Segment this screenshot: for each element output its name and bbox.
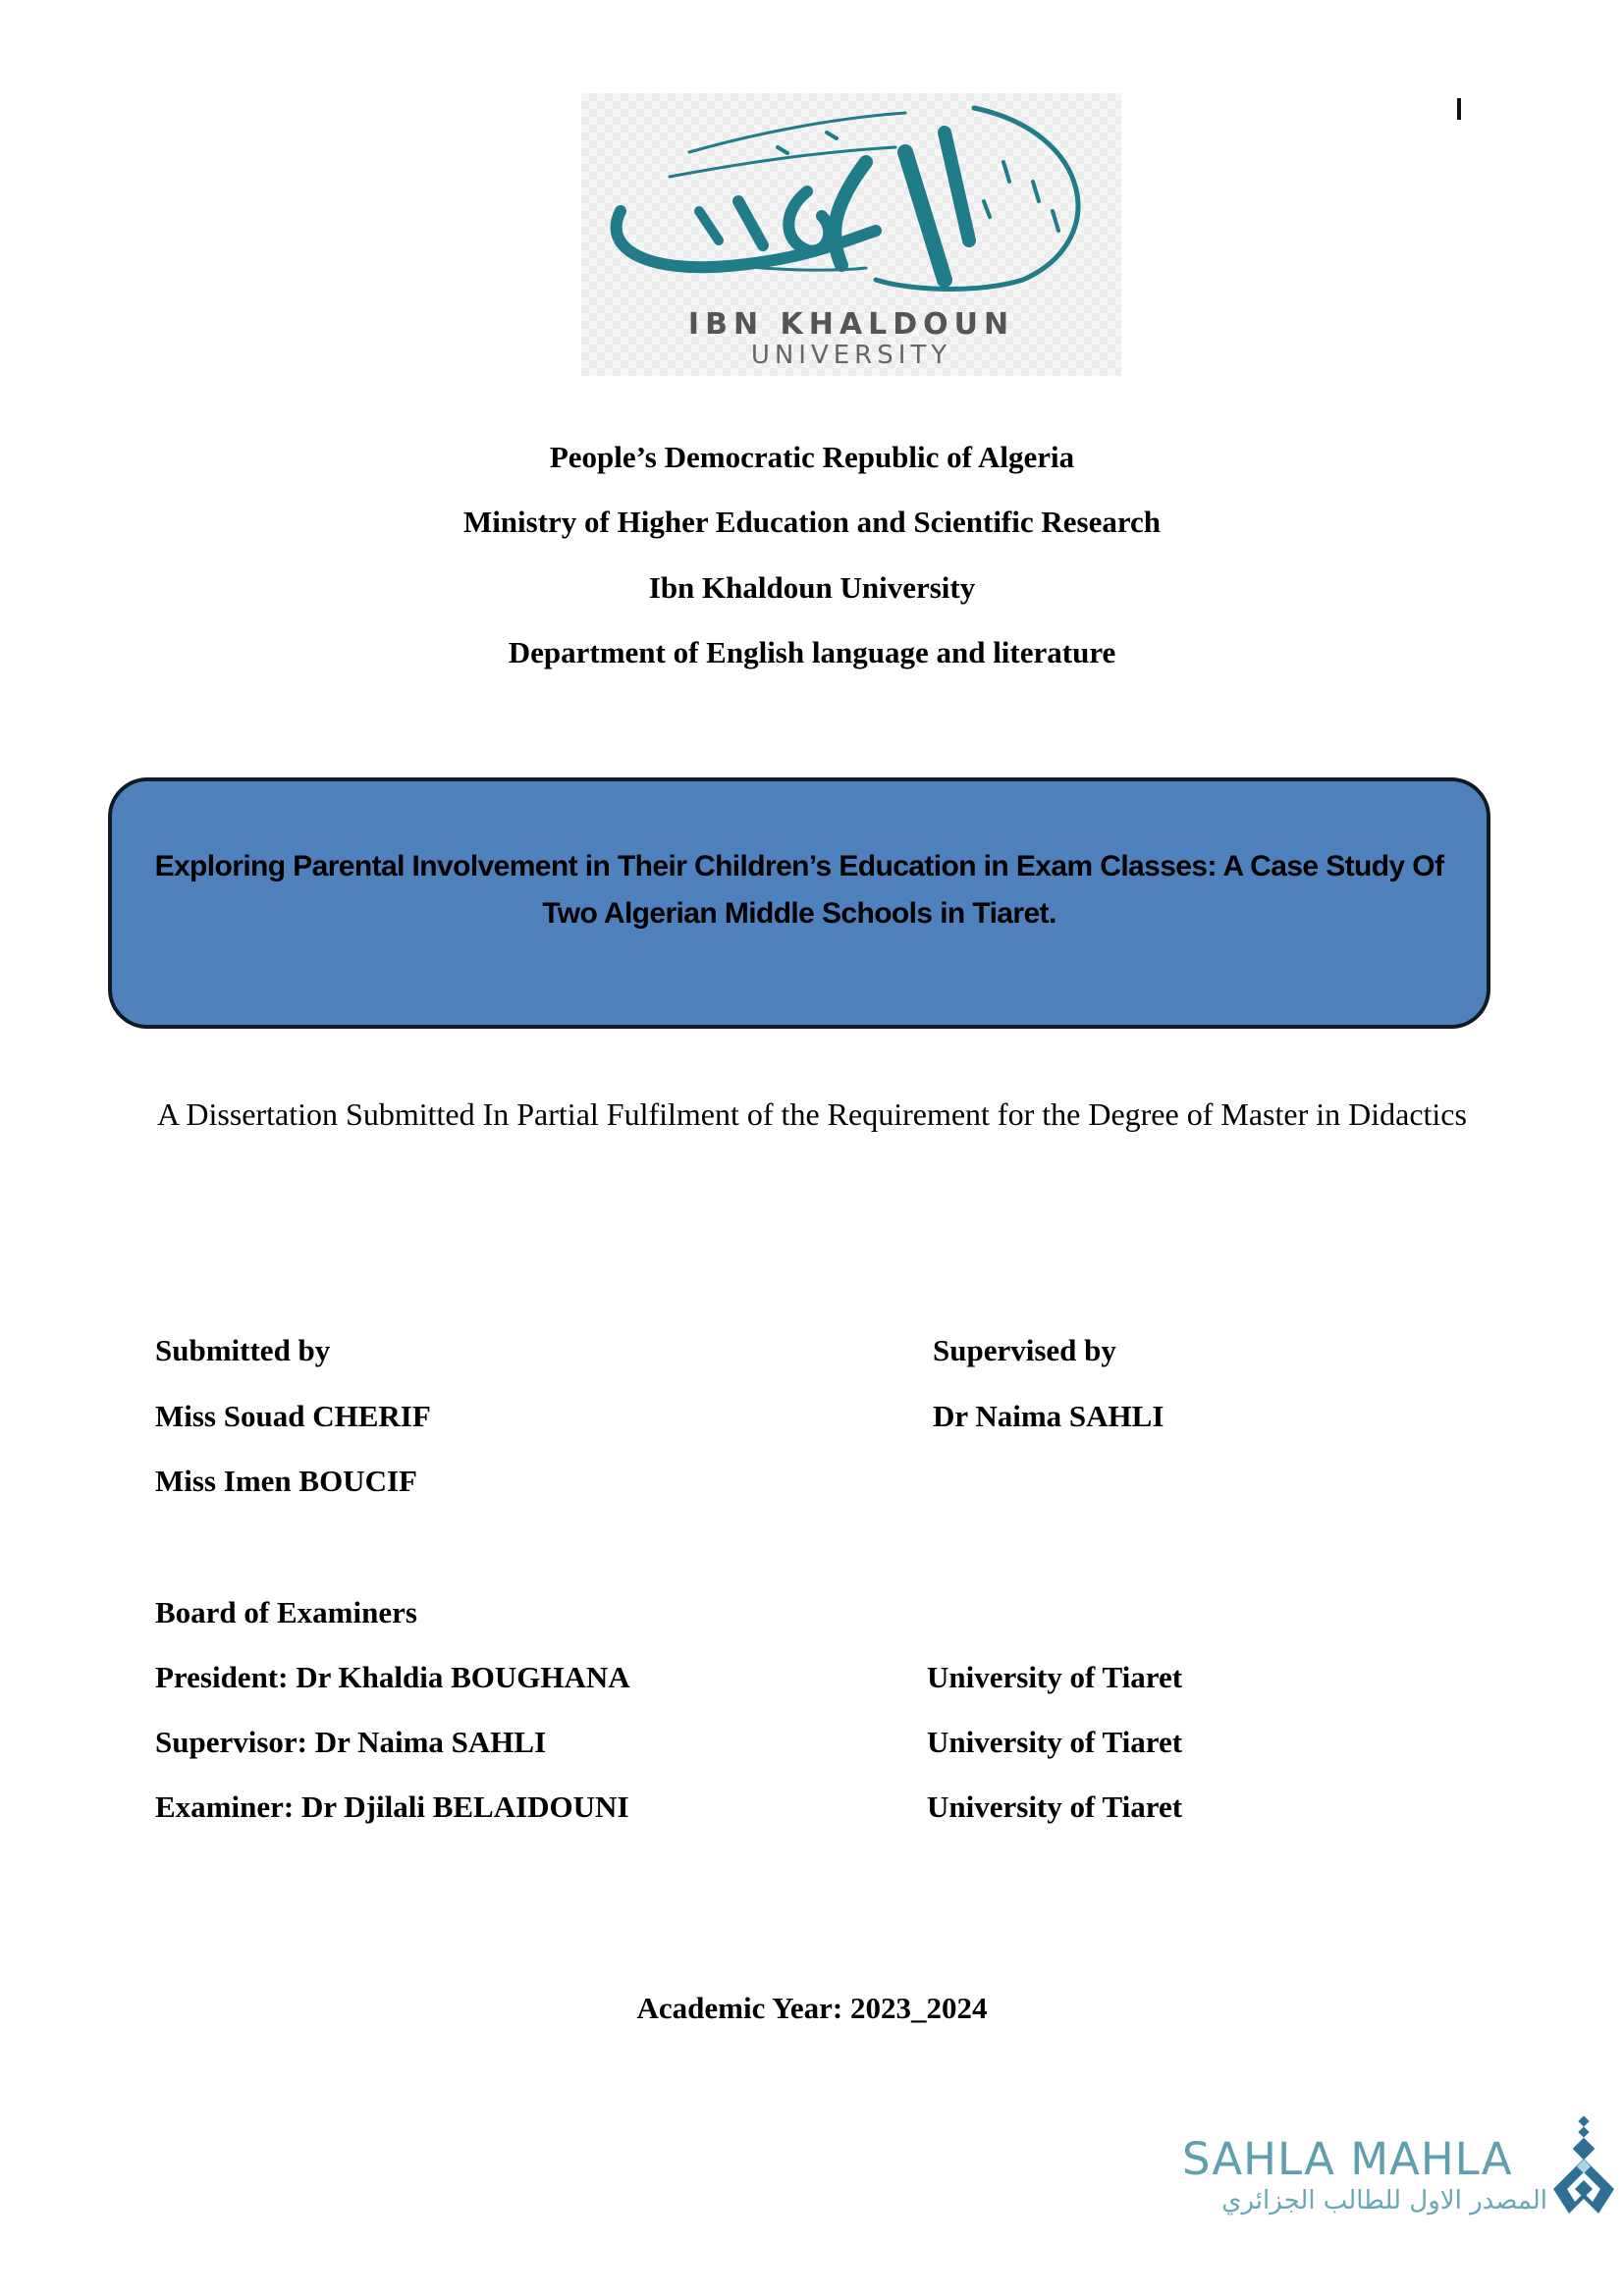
sahla-mahla-watermark — [1178, 2115, 1624, 2223]
student-name-1: Miss Souad CHERIF — [155, 1399, 431, 1433]
page-number-marker — [1457, 98, 1461, 120]
supervised-by-label: Supervised by — [933, 1333, 1116, 1367]
watermark-tagline: المصدر الاول للطالب الجزائري — [1221, 2186, 1547, 2216]
dissertation-title: Exploring Parental Involvement in Their Children’s Education in Exam Classes: A Case Study Of Two Algerian Middle Schools in Tiaret. — [154, 850, 1444, 930]
board-member-examiner: Examiner: Dr Djilali BELAIDOUNI — [155, 1789, 629, 1824]
student-name-2: Miss Imen BOUCIF — [155, 1464, 417, 1498]
logo-name-line2: UNIVERSITY — [750, 341, 952, 370]
logo-name-line1: IBN KHALDOUN — [687, 307, 1015, 342]
dissertation-statement: A Dissertation Submitted In Partial Fulfilment of the Requirement for the Degree of Master in Didactics — [157, 1096, 1467, 1132]
board-member-affiliation: University of Tiaret — [927, 1725, 1183, 1759]
submitted-by-label: Submitted by — [155, 1333, 331, 1367]
board-member-president: President: Dr Khaldia BOUGHANA — [155, 1660, 630, 1694]
country-line: People’s Democratic Republic of Algeria — [549, 440, 1075, 474]
academic-year: Academic Year: 2023_2024 — [636, 1991, 988, 2025]
board-of-examiners-label: Board of Examiners — [155, 1595, 417, 1629]
supervisor-name: Dr Naima SAHLI — [933, 1399, 1164, 1433]
sahla-emblem-icon — [1543, 2115, 1624, 2223]
department-line: Department of English language and literature — [508, 635, 1116, 669]
board-member-supervisor: Supervisor: Dr Naima SAHLI — [155, 1725, 547, 1759]
dissertation-title-box — [108, 777, 1490, 1029]
arabic-calligraphy-icon — [581, 93, 1121, 299]
university-line: Ibn Khaldoun University — [648, 570, 976, 605]
university-logo — [581, 93, 1121, 376]
board-member-affiliation: University of Tiaret — [927, 1789, 1183, 1824]
board-member-affiliation: University of Tiaret — [927, 1660, 1183, 1694]
ministry-line: Ministry of Higher Education and Scientific Research — [462, 505, 1162, 539]
watermark-brand: SAHLA MAHLA — [1182, 2133, 1513, 2185]
